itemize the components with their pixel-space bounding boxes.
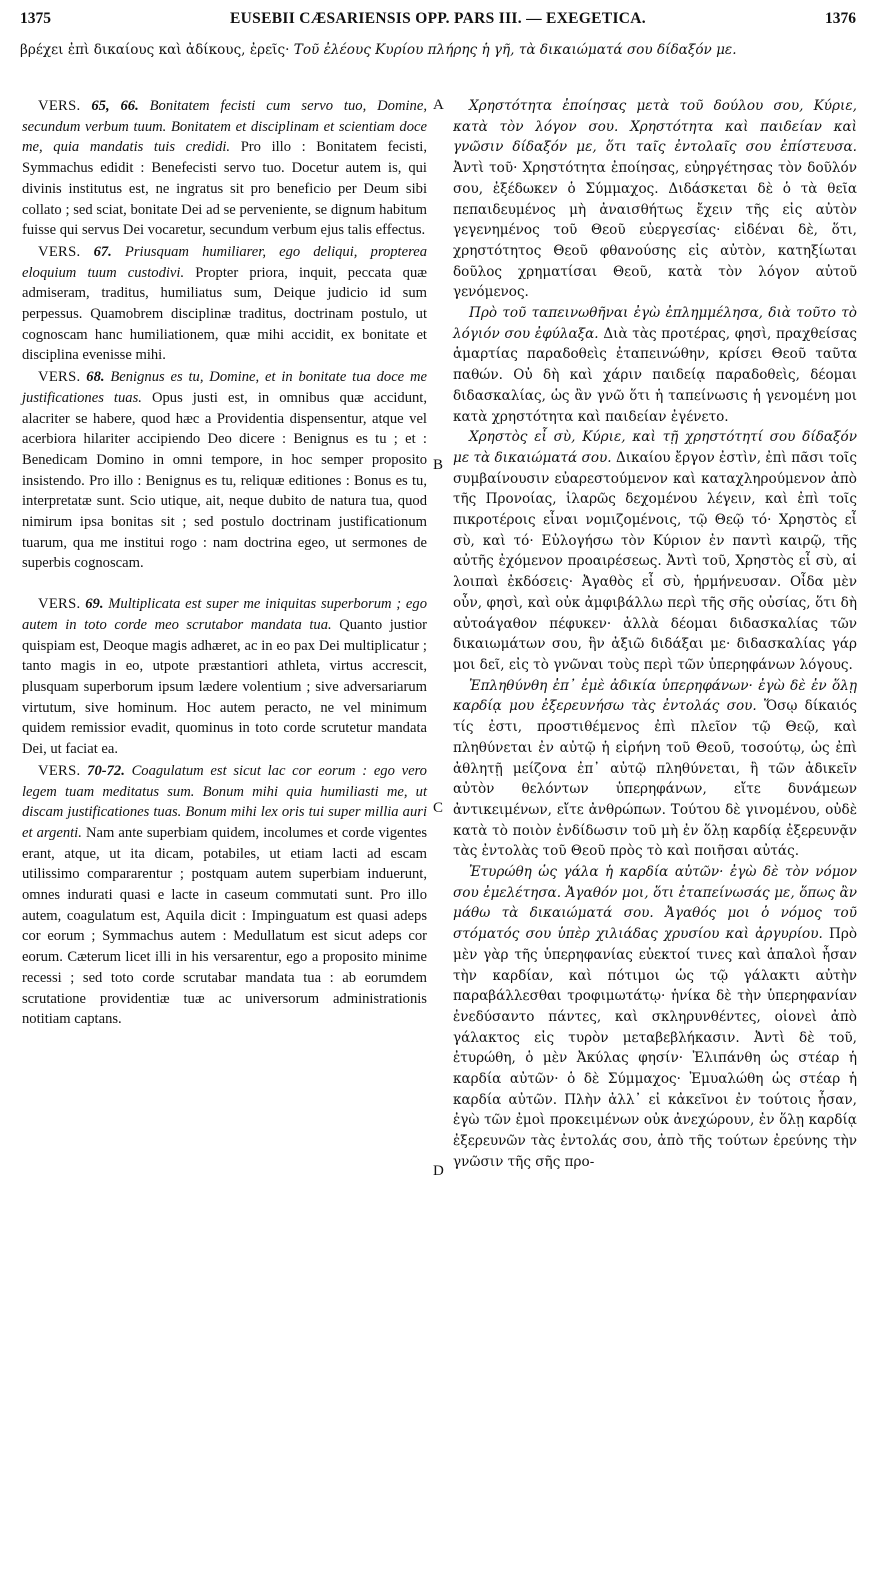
verse-quote: Χρηστὸς εἶ σὺ, Κύριε, καὶ τῇ χρηστότητί σου δίδαξόν με τὰ δικαιώματά σου. (453, 429, 857, 466)
running-title: EUSEBII CÆSARIENSIS OPP. PARS III. — EXEGETICA. (230, 10, 646, 27)
greek-paragraph (453, 303, 857, 427)
latin-column (22, 96, 427, 1030)
latin-paragraph (22, 594, 427, 760)
verse-quote: Ἐπληθύνθη ἐπ᾽ ἐμὲ ἀδικία ὑπερηφάνων· ἐγὼ δὲ ἐν ὅλῃ καρδίᾳ μου ἐξερευνήσω τὰς ἐντολάς σου. (453, 677, 857, 715)
section-marker-d: D (433, 1163, 444, 1179)
verse-number: 65, 66. (91, 98, 139, 114)
greek-paragraph (453, 96, 857, 303)
commentary-text: Δικαίου ἔργον ἐστὶν, ἐπὶ πᾶσι τοῖς συμβαίνουσιν εὐαρεστούμενον καὶ καταχληρούμενον ἀπὸ τῆς Προνοίας, ἱλαρῶς δεχομένου λέγειν, καὶ ἐπὶ τοῖς πικροτέροις εἶναι νομιζομένοις, τῷ Θεῷ τό· Χρηστὸς εἶ σὺ, καὶ τό· Εὐλογήσω τὸν Κύριον ἐν παντὶ καιρῷ, τῆς αὐτῆς ἐχόμενον προαιρέσεως. Ἀντὶ τοῦ, Χρηστὸς εἶ σὺ, αἱ λοιπαὶ ἐκδόσεις· Ἀγαθὸς εἶ σὺ, ἡρμήνευσαν. Οἶδα μὲν οὖν, φησὶ, καὶ οὐκ ἀμφιβάλλω περὶ τῆς σῆς οὐσίας, ὅτι δὴ αὐτοάγαθον πέφυκεν· ἀλλὰ δέομαι διδασκαλίας τῶν δικαιωμάτων σου, ἣν ἀξιῶ διδάξαι με· διδασκαλίας γάρ μοι δεῖ, εἰς τὸ γνῶναι τοὺς περὶ τῶν ὑπερηφάνων λόγους. (453, 449, 857, 673)
commentary-text: Pro illo : Bonitatem fecisti, Symmachus edidit : Benefecisti servo tuo. Docetur autem is, qui divinis institutus est, ne ingratus sit pro beneficio per Deum sibi collato ; sed sciat, bonitate Dei ad se perveniente, se dignum habitum fuisse qui servus Dei vocaretur, secundum verbum ejus talis effectus. (22, 139, 427, 239)
verse-label: VERS. (38, 243, 81, 260)
commentary-text: Opus justi est, in omnibus quæ accidunt, alacriter se habere, quod hæc a Providentia dispensentur, atque vel acerbiora hilariter accipiendo Deo dicere : Benignus es tu ; et : Benedicam Domino in omni tempore, in hoc semper proposito insistendo. Pro illo : Benignus es tu, reliquæ editiones : Bonus es tu, interpretatæ sunt. Scio utique, ait, neque dubito de natura tua, quod nimirum ipsa bonitas sit ; sed postulo doctrinam justificationum tuarum, qua me institui rogo : nam doctrina egeo, ut sermones de superbis cognoscam. (22, 389, 427, 572)
commentary-text: Nam ante superbiam quidem, incolumes et corde vigentes erant, atque, ut ita dicam, potabiles, ut etiam lacti ad escam utilissimo compararentur ; postquam autem superbiam induerunt, omnes indurati quasi e lacte in caseum commutati sunt. Pro illo autem, coagulatum est, Aquila dicit : Impinguatum est quasi adeps cor eorum ; Symmachus autem : Medullatum est sicut adeps cor eorum. Cæterum licet illi in his versarentur, ego a proposito minime recessi ; sed toto corde scrutabar mandata tua : ab eorumdem scrutatione providentiæ tuæ ac universorum administrationis notitiam captans. (22, 824, 427, 1028)
section-marker-a: A (433, 97, 444, 113)
greek-paragraph (453, 862, 857, 1173)
commentary-text: Ὅσῳ δίκαιός τίς ἐστι, προστιθέμενος ἐπὶ πλεῖον τῷ Θεῷ, καὶ πληθύνεται ἐν αὐτῷ ἡ εἰρήνη τοῦ Θεοῦ, τοσούτῳ, ὡς ἐπὶ ἀθλητῇ μείζονα ἐπ᾽ αὐτῷ πληθύνεται, ἢ τῶν ἀδικεῖν αὐτὸν θελόντων ὑπερηφάνων, εἴτε δυνάμεων ἀντικειμένων, εἴτε ἀνθρώπων. Τούτου δὲ γινομένου, οὐδὲ κατὰ τὸ ποιὸν ἐνδίδωσιν τοῦ μὴ ἐν ὅλῃ καρδίᾳ ἐξερευνᾷν τὰς ἐντολὰς τοῦ Θεοῦ πρὸς τὸ καὶ ποιῆσαι αὐτάς. (453, 698, 857, 860)
greek-paragraph (453, 676, 857, 862)
commentary-text: Quanto justior quispiam est, Deoque magis adhæret, ac in eo pax Dei multiplicatur ; tanto magis in eo, utpote præstantiori athleta, virtus accrescit, plusquam superborum ipsum lædere volentium ; sive adversariarum virtutum, sive hominum. Hoc autem peracto, ne vel minimum quidem remissior evadit, quominus in toto corde scrutetur mandata Dei, ut faciat ea. (22, 616, 427, 758)
page-number-left: 1375 (20, 10, 51, 27)
commentary-text: Διὰ τὰς προτέρας, φησὶ, πραχθείσας ἁμαρτίας παραδοθεὶς ἐταπεινώθην, κρίσει Θεοῦ ταῦτα παθών. Οὐ δὴ καὶ χάριν παιδείᾳ παραδοθεὶς, δέομαι διδασκαλίας, ὡς ἂν γνῶ ὅτι ἡ ταπείνωσις ἡ γενομένη μοι κατὰ χρηστότητα καὶ παιδείαν ἐγένετο. (453, 325, 857, 425)
verse-quote: Multiplicata est super me iniquitas superborum ; ego autem in toto corde meo scrutabor mandata tua. (22, 596, 428, 633)
verse-quote: Bonitatem fecisti cum servo tuo, Domine, secundum verbum tuum. Bonitatem et disciplinam et scientiam doce me, quia mandatis tuis credidi. (22, 98, 427, 156)
verse-quote: Benignus es tu, Domine, et in bonitate tua doce me justificationes tuas. (22, 369, 427, 406)
verse-number: 67. (93, 243, 112, 260)
latin-paragraph (22, 96, 427, 241)
commentary-text: Propter priora, inquit, peccata quæ admiseram, traditus, humiliatus sum, Deique judicio id sum perpessus. Quamobrem disciplinæ traditus, doctrinam postulo, ut cognoscam hanc humiliationem, quæ mihi accidit, ex bonitate et disciplina evenisse mihi. (22, 264, 427, 364)
verse-label: VERS. (38, 762, 81, 779)
verse-number: 68. (86, 369, 105, 386)
verse-quote: Ἐτυρώθη ὡς γάλα ἡ καρδία αὐτῶν· ἐγὼ δὲ τὸν νόμον σου ἐμελέτησα. Ἀγαθόν μοι, ὅτι ἐταπείνωσάς με, ὅπως ἂν μάθω τὰ δικαιώματά σου. Ἀγαθός μοι ὁ νόμος τοῦ στόματός σου ὑπὲρ χιλιάδας χρυσίου καὶ ἀργυρίου. (453, 864, 857, 943)
verse-label: VERS. (38, 596, 81, 613)
verse-number: 70-72. (87, 762, 125, 779)
verse-number: 69. (85, 596, 104, 613)
carryover-italic: Τοῦ ἐλέους Κυρίου πλήρης ἡ γῆ, τὰ δικαιώματά σου δίδαξόν με. (293, 42, 737, 58)
section-marker-b: B (433, 457, 444, 473)
carryover-plain: βρέχει ἐπὶ δικαίους καὶ ἀδίκους, ἐρεῖς· (20, 42, 294, 58)
verse-label: VERS. (38, 98, 81, 114)
verse-quote: Χρηστότητα ἐποίησας μετὰ τοῦ δούλου σου, Κύριε, κατὰ τὸν λόγον σου. Χρηστότητα καὶ παιδείαν καὶ γνῶσιν δίδαξόν με, ὅτι ταῖς ἐντολαῖς σου ἐπίστευσα. (453, 98, 857, 156)
greek-paragraph (453, 427, 857, 675)
running-header (20, 8, 856, 34)
commentary-text: Πρὸ μὲν γὰρ τῆς ὑπερηφανίας εὐεκτοί τινες καὶ ἁπαλοὶ ἦσαν τὴν καρδίαν, καὶ πότιμοι ὡς τῷ γάλακτι αὐτὴν παραβάλλεσθαι τροφιμωτάτῳ· ἡνίκα δὲ τὴν ὑπερηφανίαν ἐνεδύσαντο πάντες, καὶ σκληρυνθέντες, οἱονεὶ ἀπὸ γάλακτος εἰς τυρὸν μεταβεβλήκασιν. Ἀντὶ δὲ τοῦ, ἐτυρώθη, ὁ μὲν Ἀκύλας φησίν· Ἐλιπάνθη ὡς στέαρ ἡ καρδία αὐτῶν· ὁ δὲ Σύμμαχος· Ἐμυαλώθη ὡς στέαρ ἡ καρδία αὐτῶν. Πλὴν ἀλλ᾽ εἰ κἀκεῖνοι ἐν τούτοις ἦσαν, ἐγὼ τῶν ἐμοὶ προκειμένων οὐκ ἀνεχώρουν, ἐν ὅλῃ καρδίᾳ ἐξερευνῶν τὰς ἐντολάς σου, ἀπὸ τῆς τούτων ἐρεύνης τὴν γνῶσιν τῆς σῆς προ- (453, 926, 857, 1170)
latin-paragraph (22, 367, 427, 574)
latin-paragraph (22, 761, 427, 1030)
commentary-text: Ἀντὶ τοῦ· Χρηστότητα ἐποίησας, εὐηργέτησας τὸν δοῦλόν σου, ἐξέδωκεν ὁ Σύμμαχος. Διδάσκεται δὲ ὁ τὰ θεῖα πεπαιδευμένος μὴ ἀναισθήτως ἔχειν τῆς εἰς αὐτὸν γεγενημένος τοῦ Θεοῦ εὐεργεσίας· εἰδέναι δὲ, ὅτι, χρηστότητος Θεοῦ φθανούσης εἰς αὐτὸν, κατηξίωται δοῦλος χρηματίσαι Θεοῦ, κατὰ τὸν λόγον αὐτοῦ γενόμενος. (453, 160, 857, 301)
verse-quote: Priusquam humiliarer, ego deliqui, propterea eloquium tuum custodivi. (22, 243, 428, 281)
greek-column (453, 96, 857, 1173)
verse-quote: Πρὸ τοῦ ταπεινωθῆναι ἐγὼ ἐπλημμέλησα, διὰ τοῦτο τὸ λόγιόν σου ἐφύλαξα. (453, 305, 857, 342)
latin-paragraph (22, 242, 427, 366)
section-marker-c: C (433, 800, 444, 816)
page-number-right: 1376 (825, 10, 856, 27)
verse-quote: Coagulatum est sicut lac cor eorum : ego vero legem tuam meditatus sum. Bonum mihi quia humiliasti me, ut discam justificationes tuas. Bonum mihi lex oris tui super millia auri et argenti. (22, 762, 427, 841)
carryover-line (20, 40, 856, 61)
verse-label: VERS. (38, 369, 81, 386)
